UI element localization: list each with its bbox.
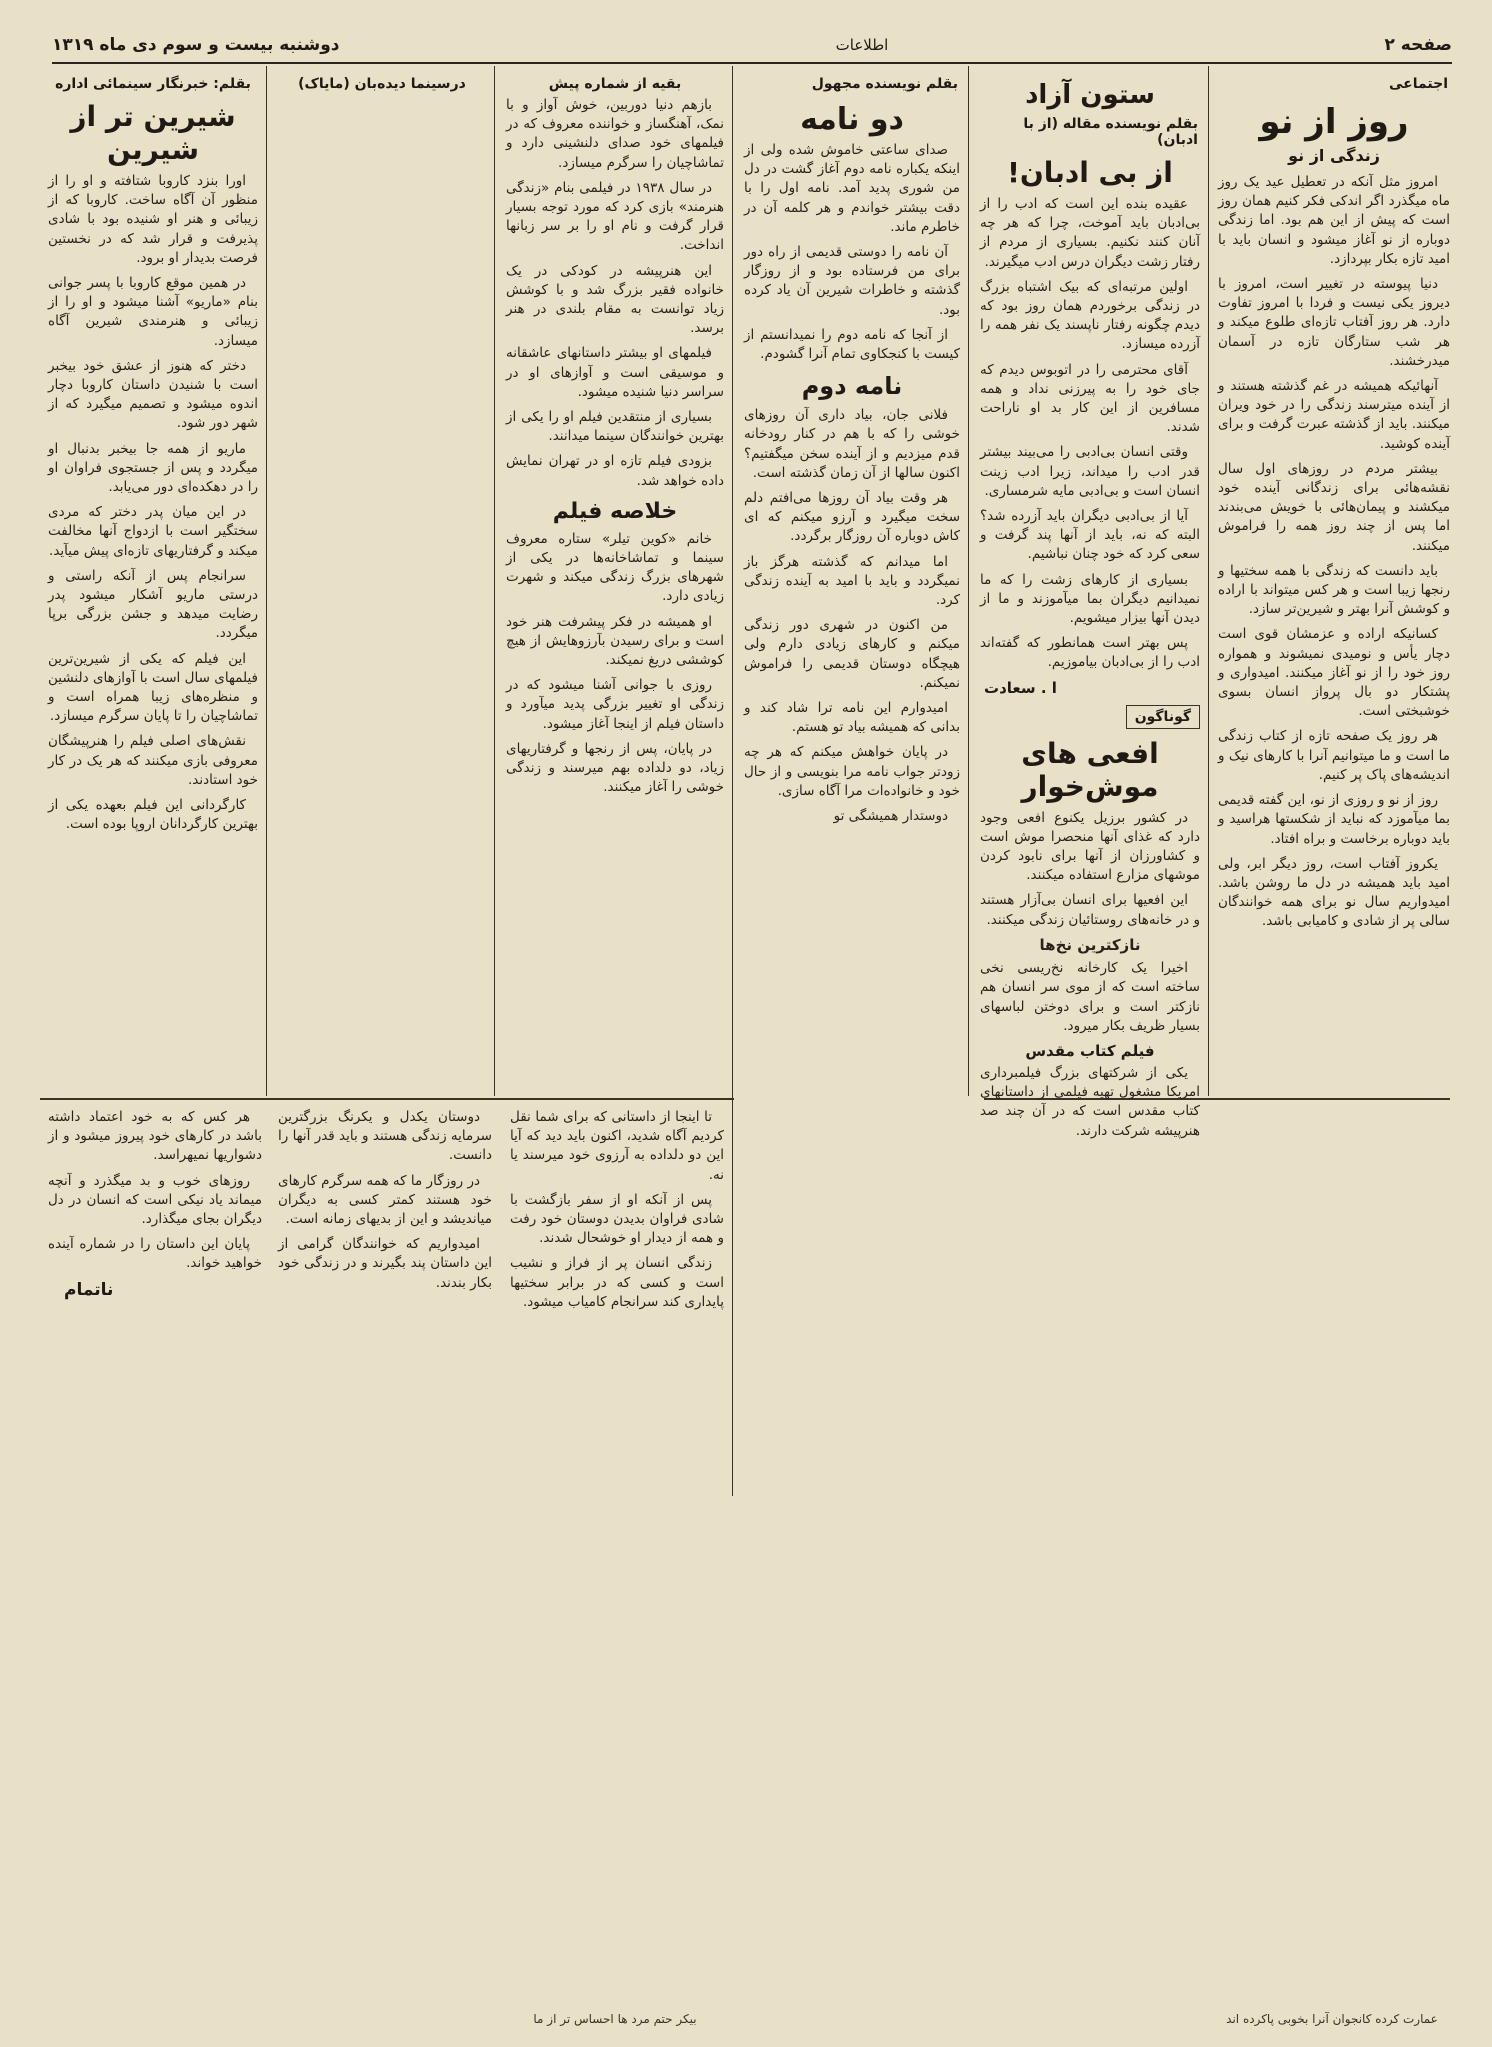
- paragraph: او همیشه در فکر پیشرفت هنر خود است و برای رسیدن بآرزوهایش از هیچ کوششی دریغ نمیکند.: [506, 613, 724, 669]
- paragraph: هر کس که به خود اعتماد داشته باشد در کارهای خود پیروز میشود و از دشواریها نمیهراسد.: [48, 1109, 262, 1164]
- article-body: [502, 530, 728, 798]
- column-rule: [1208, 66, 1209, 1096]
- footer-line: بیکر حتم مرد ها احساس تر از ما: [533, 2012, 697, 2026]
- article-author: بقلم: خبرنگار سینمائی اداره: [55, 76, 251, 92]
- paragraph: بیشتر مردم در روزهای اول سال نقشه‌هائی برای زندگانی آینده خود میکشند و پیمان‌هائی با خویش می‌بندند اما پس از چند روز همه را فراموش میکنند.: [1218, 460, 1450, 554]
- paragraph: آنهائیکه همیشه در غم گذشته هستند و از آینده میترسند زندگی را در خود ویران میکنند. باید از گذشته عبرت گرفت و برای آینده کوشید.: [1218, 378, 1450, 452]
- article-body: [274, 1108, 496, 1293]
- column-cinema-review: [502, 72, 728, 1092]
- article-body: [44, 1108, 266, 1274]
- paragraph: آن نامه را دوستی قدیمی از راه دور برای من فرستاده بود و از روزگار گذشته و خاطرات شیرین آن یاد کرده بود.: [744, 244, 960, 318]
- bottom-column-c: [44, 1108, 266, 2008]
- paragraph: امیدوارم این نامه ترا شاد کند و بدانی که همیشه بیاد تو هستم.: [744, 700, 960, 736]
- paragraph: پایان این داستان را در شماره آینده خواهید خواند.: [48, 1236, 262, 1272]
- subheading: نامه دوم: [801, 372, 903, 401]
- column-cinema: [274, 72, 490, 1092]
- paragraph: بسیاری از منتقدین فیلم او را یکی از بهترین خوانندگان سینما میدانند.: [506, 409, 724, 445]
- paragraph: نقش‌های اصلی فیلم را هنرپیشگان معروفی بازی میکنند که هر یک در کار خود استادند.: [48, 733, 258, 788]
- paragraph: در روزگار ما که همه سرگرم کارهای خود هستند کمتر کسی به دیگران میاندیشد و این از بدیهای زمانه است.: [278, 1172, 492, 1228]
- paragraph: هر روز یک صفحه تازه از کتاب زندگی ما است و ما میتوانیم آنرا با کارهای نیک و اندیشه‌های پاک پر کنیم.: [1218, 728, 1450, 783]
- paragraph: زندگی انسان پر از فراز و نشیب است و کسی که در برابر سختیها پایداری کند سرانجام کامیاب میشود.: [510, 1255, 724, 1310]
- article-title: افعی های موش‌خوار: [1021, 736, 1159, 803]
- article-body: [976, 195, 1204, 673]
- footer-line: عمارت کرده کانجوان آنرا بخوبی پاکرده اند: [1226, 2012, 1438, 2026]
- continued-marker: ناتمام: [64, 1279, 114, 1300]
- article-title: دو نامه: [800, 102, 904, 137]
- paragraph: وقتی انسان بی‌ادبی را می‌بیند بیشتر قدر ادب را میداند، زیرا ادب زینت انسان است و بی‌ادبی مایه شرمساری.: [980, 444, 1200, 499]
- column-rule: [732, 66, 733, 1496]
- paragraph: در همین موقع کاروبا با پسر جوانی بنام «ماریو» آشنا میشود و او را از زیبائی و هنرمندی شیرین آگاه میسازد.: [48, 275, 258, 349]
- article-body: [1214, 173, 1454, 932]
- column-rule: [494, 66, 495, 1096]
- horizontal-rule: [40, 1098, 734, 1100]
- paragraph: دنیا پیوسته در تغییر است، امروز با دیروز یکی نیست و فردا با امروز تفاوت دارد. هر روز آفتاب تازه‌ای طلوع میکند و هر شب ستارگان تازه در آسمان میدرخشند.: [1218, 276, 1450, 369]
- paragraph: یکی از شرکتهای بزرگ فیلمبرداری امریکا مشغول تهیه فیلمی از داستانهای کتاب مقدس است که در آن چند صد هنرپیشه شرکت دارند.: [980, 1064, 1200, 1139]
- paragraph: فیلمهای او بیشتر داستانهای عاشقانه و موسیقی است و آوازهای او در سراسر دنیا شنیده میشود.: [506, 345, 724, 400]
- paper-name: اطلاعات: [835, 36, 889, 54]
- paragraph: کسانیکه اراده و عزمشان قوی است دچار یأس و نومیدی نمیشوند و همواره روز خود را از نو آغاز میکنند. امیدواری و پشتکار دو بال پرواز انسان بسوی خوشبختی است.: [1218, 626, 1450, 720]
- paragraph: ماریو از همه جا بیخبر بدنبال او میگردد و پس از جستجوی فراوان او را در دهکده‌ای دور می‌یابد.: [48, 440, 258, 496]
- column-social: [1214, 72, 1454, 2032]
- paragraph: در سال ۱۹۳۸ در فیلمی بنام «زندگی هنرمند» بازی کرد که مورد توجه بسیار قرار گرفت و نام او را بر سر زبانها انداخت.: [506, 179, 724, 254]
- article-author: بقلم نویسنده مقاله (از با ادبان): [1023, 116, 1198, 148]
- subheading: فیلم کتاب مقدس: [1025, 1041, 1155, 1060]
- article-title: از بی ادبان!: [1007, 156, 1173, 189]
- paragraph: پس بهتر است همانطور که گفته‌اند ادب را از بی‌ادبان بیاموزیم.: [980, 635, 1200, 671]
- article-author: درسینما دیده‌بان (مایاک): [298, 76, 466, 92]
- paragraph: دوستان یکدل و یکرنگ بزرگترین سرمایه زندگی هستند و باید قدر آنها را دانست.: [278, 1109, 492, 1164]
- paragraph: اولین مرتبه‌ای که بیک اشتباه بزرگ در زندگی برخوردم همان روز بود که دیدم چگونه رفتار ناپسند یک نفر همه را آزرده میسازد.: [980, 278, 1200, 353]
- paragraph: پس از آنکه او از سفر بازگشت با شادی فراوان بدیدن دوستان خود رفت و همه از دیدار او خوشحال شدند.: [510, 1191, 724, 1247]
- paragraph: عقیده بنده این است که ادب را از بی‌ادبان باید آموخت، چرا که هر چه آنان کنند نکنیم. بسیاری از مردم از رفتار زشت دیگران درس ادب میگیرند.: [980, 196, 1200, 270]
- article-body: [502, 96, 728, 491]
- paragraph: آقای محترمی را در اتوبوس دیدم که جای خود را به پیرزنی نداد و همه مسافرین از این کار بد او ناراحت شدند.: [980, 361, 1200, 436]
- column-rule: [266, 66, 267, 1096]
- subheading: نازکترین نخ‌ها: [1039, 935, 1141, 954]
- column-free: [976, 72, 1204, 2032]
- paragraph: بسیاری از کارهای زشت را که ما نمیدانیم دیگران بما میآموزند و ما از دیدن آنها بیزار میشویم.: [980, 571, 1200, 627]
- paragraph: امیدواریم که خوانندگان گرامی از این داستان پند بگیرند و در زندگی خود بکار بندند.: [278, 1236, 492, 1291]
- paragraph: این افعیها برای انسان بی‌آزار هستند و در خانه‌های روستائیان زندگی میکنند.: [980, 892, 1200, 928]
- bottom-column-a: [506, 1108, 728, 2008]
- paragraph: صدای ساعتی خاموش شده ولی از اینکه یکباره نامه دوم آغاز گشت در دل من شوری پدید آمد. نامه اول را با دقت بیشتر خواندم و هر کلمه آن در خاطرم ماند.: [744, 142, 960, 235]
- paragraph: این فیلم که یکی از شیرین‌ترین فیلمهای سال است با آوازهای دلنشین و منظره‌های زیبا همراه است و تماشاچیان را تا پایان سرگرم میسازد.: [48, 650, 258, 725]
- paragraph: در کشور برزیل یکنوع افعی وجود دارد که غذای آنها منحصرا موش است و کشاورزان از آنها برای نابود کردن موشهای مزارع استفاده میکنند.: [980, 809, 1200, 884]
- paragraph: کارگردانی این فیلم بعهده یکی از بهترین کارگردانان اروپا بوده است.: [48, 797, 258, 833]
- paragraph: از آنجا که نامه دوم را نمیدانستم از کیست با کنجکاوی تمام آنرا گشودم.: [744, 326, 960, 363]
- paragraph: روزهای خوب و بد میگذرد و آنچه میماند یاد نیکی است که انسان در دل دیگران بجای میگذارد.: [48, 1172, 262, 1228]
- column-title: ستون آزاد: [1025, 80, 1155, 110]
- paragraph: اخیرا یک کارخانه نخ‌ریسی نخی ساخته است که از موی سر انسان هم نازکتر است و برای دوختن لباسهای بسیار ظریف بکار میرود.: [980, 960, 1200, 1034]
- section-label: گوناگون: [1126, 705, 1200, 729]
- article-subtitle: زندگی از نو: [1288, 146, 1380, 165]
- paragraph: فلانی جان، بیاد داری آن روزهای خوشی را که با هم در کنار رودخانه قدم میزدیم و از آینده سخن میگفتیم؟ اکنون سالها از آن زمان گذشته است.: [744, 407, 960, 481]
- paragraph: هر وقت بیاد آن روزها می‌افتم دلم سخت میگیرد و آرزو میکنم که ای کاش دوباره آن روزگار برگردد.: [744, 490, 960, 545]
- paragraph: اورا بنزد کاروبا شتافته و او را از منظور آن آگاه ساخت. کاروبا که از زیبائی و هنر او شنیده بود با شادی پذیرفت و قرار شد که در نخستین فرصت بدیدار او برود.: [48, 173, 258, 266]
- article-title: روز از نو: [1259, 102, 1409, 142]
- issue-date: دوشنبه بیست و سوم دی ماه ۱۳۱۹: [52, 35, 340, 55]
- paragraph: در پایان خواهش میکنم که هر چه زودتر جواب نامه مرا بنویسی و از حال خود و خانواده‌ات مرا آگاه سازی.: [744, 744, 960, 799]
- paragraph: اما میدانم که گذشته هرگز باز نمیگردد و باید با امید به آینده زندگی کرد.: [744, 553, 960, 609]
- paragraph: روزی با جوانی آشنا میشود که در زندگی او تغییر بزرگی پدید میآورد و داستان فیلم از اینجا آغاز میشود.: [506, 677, 724, 732]
- paragraph: یکروز آفتاب است، روز دیگر ابر، ولی امید باید همیشه در دل ما روشن باشد. امیدواریم سال نو برای همه خوانندگان سالی پر از شادی و کامیابی باشد.: [1218, 855, 1450, 930]
- article-body: [740, 141, 964, 364]
- article-body: [740, 406, 964, 826]
- paragraph: روز از نو و روزی از نو، این گفته قدیمی بما میآموزد که نباید از شکستها هراسید و باید دوباره برخاست و براه افتاد.: [1218, 792, 1450, 847]
- article-author: بقلم نویسنده مجهول: [811, 76, 958, 92]
- paragraph: این هنرپیشه در کودکی در یک خانواده فقیر بزرگ شد و با کوشش زیاد توانست به مقام بلندی در هنر برسد.: [506, 262, 724, 337]
- paragraph: دختر که هنوز از عشق خود بیخبر است با شنیدن داستان کاروبا دچار اندوه میشود و تصمیم میگیرد که از شهر دور شود.: [48, 357, 258, 432]
- article-body: [44, 172, 262, 835]
- bottom-column-b: [274, 1108, 496, 2008]
- paragraph: باید دانست که زندگی با همه سختیها و رنجها زیبا است و هر کس میتواند با اراده و کوشش آنرا بهتر و شیرین‌تر سازد.: [1218, 562, 1450, 618]
- article-body: [976, 1064, 1204, 1141]
- paragraph: بزودی فیلم تازه او در تهران نمایش داده خواهد شد.: [506, 453, 724, 489]
- paragraph: من اکنون در شهری دور زندگی میکنم و کارهای زیادی دارم ولی هیچگاه دوستان قدیمی را فراموش نمیکنم.: [744, 617, 960, 691]
- article-body: [976, 809, 1204, 1036]
- page-number: صفحه ۲: [1384, 35, 1452, 55]
- paragraph: سرانجام پس از آنکه راستی و درستی ماریو آشکار میشود پدر رضایت میدهد و جشن بزرگی برپا میگردد.: [48, 567, 258, 642]
- paragraph: خانم «کوین تیلر» ستاره معروف سینما و تماشاخانه‌ها در یکی از شهرهای بزرگ زندگی میکند و شهرت زیادی دارد.: [506, 530, 724, 605]
- subheading: خلاصه فیلم: [552, 498, 678, 524]
- paragraph: امروز مثل آنکه در تعطیل عید یک روز ماه میگذرد اگر اندکی فکر کنیم همان روز است که پیش از این هم بود. اما زندگی دوباره از نو آغاز میشود و انسان باید با امید تازه بکار بپردازد.: [1218, 174, 1450, 267]
- section-label: اجتماعی: [1389, 76, 1448, 92]
- author-signature: ا . سعادت: [984, 678, 1057, 697]
- paragraph: تا اینجا از داستانی که برای شما نقل کردیم آگاه شدید، اکنون باید دید که آیا این دو دلداده به آرزوی خود میرسند یا نه.: [510, 1109, 724, 1183]
- column-two-letters: [740, 72, 964, 1092]
- paragraph: آیا از بی‌ادبی دیگران باید آزرده شد؟ البته که نه، باید از آنها پند گرفت و سعی کرد که خود چنان نباشیم.: [980, 508, 1200, 563]
- article-title: شیرین تر از شیرین: [70, 100, 236, 166]
- continuation-note: بقیه از شماره پیش: [548, 76, 682, 92]
- paragraph: بازهم دنیا دوربین، خوش آواز و با نمک، آهنگساز و خواننده معروف که در فیلمهای خود صدای دلنشینی دارد و تماشاچیان را سرگرم میسازد.: [506, 97, 724, 171]
- column-rule: [968, 66, 969, 1096]
- masthead: [52, 28, 1452, 64]
- paragraph: دوستدار همیشگی تو: [833, 808, 948, 825]
- column-film-story: [44, 72, 262, 1092]
- paragraph: در این میان پدر دختر که مردی سختگیر است با ازدواج آنها مخالفت میکند و گرفتاریهای تازه‌ای پیش میآید.: [48, 504, 258, 559]
- paragraph: در پایان، پس از رنجها و گرفتاریهای زیاد، دو دلداده بهم میرسند و زندگی خوشی را آغاز میکنند.: [506, 740, 724, 796]
- article-body: [506, 1108, 728, 1312]
